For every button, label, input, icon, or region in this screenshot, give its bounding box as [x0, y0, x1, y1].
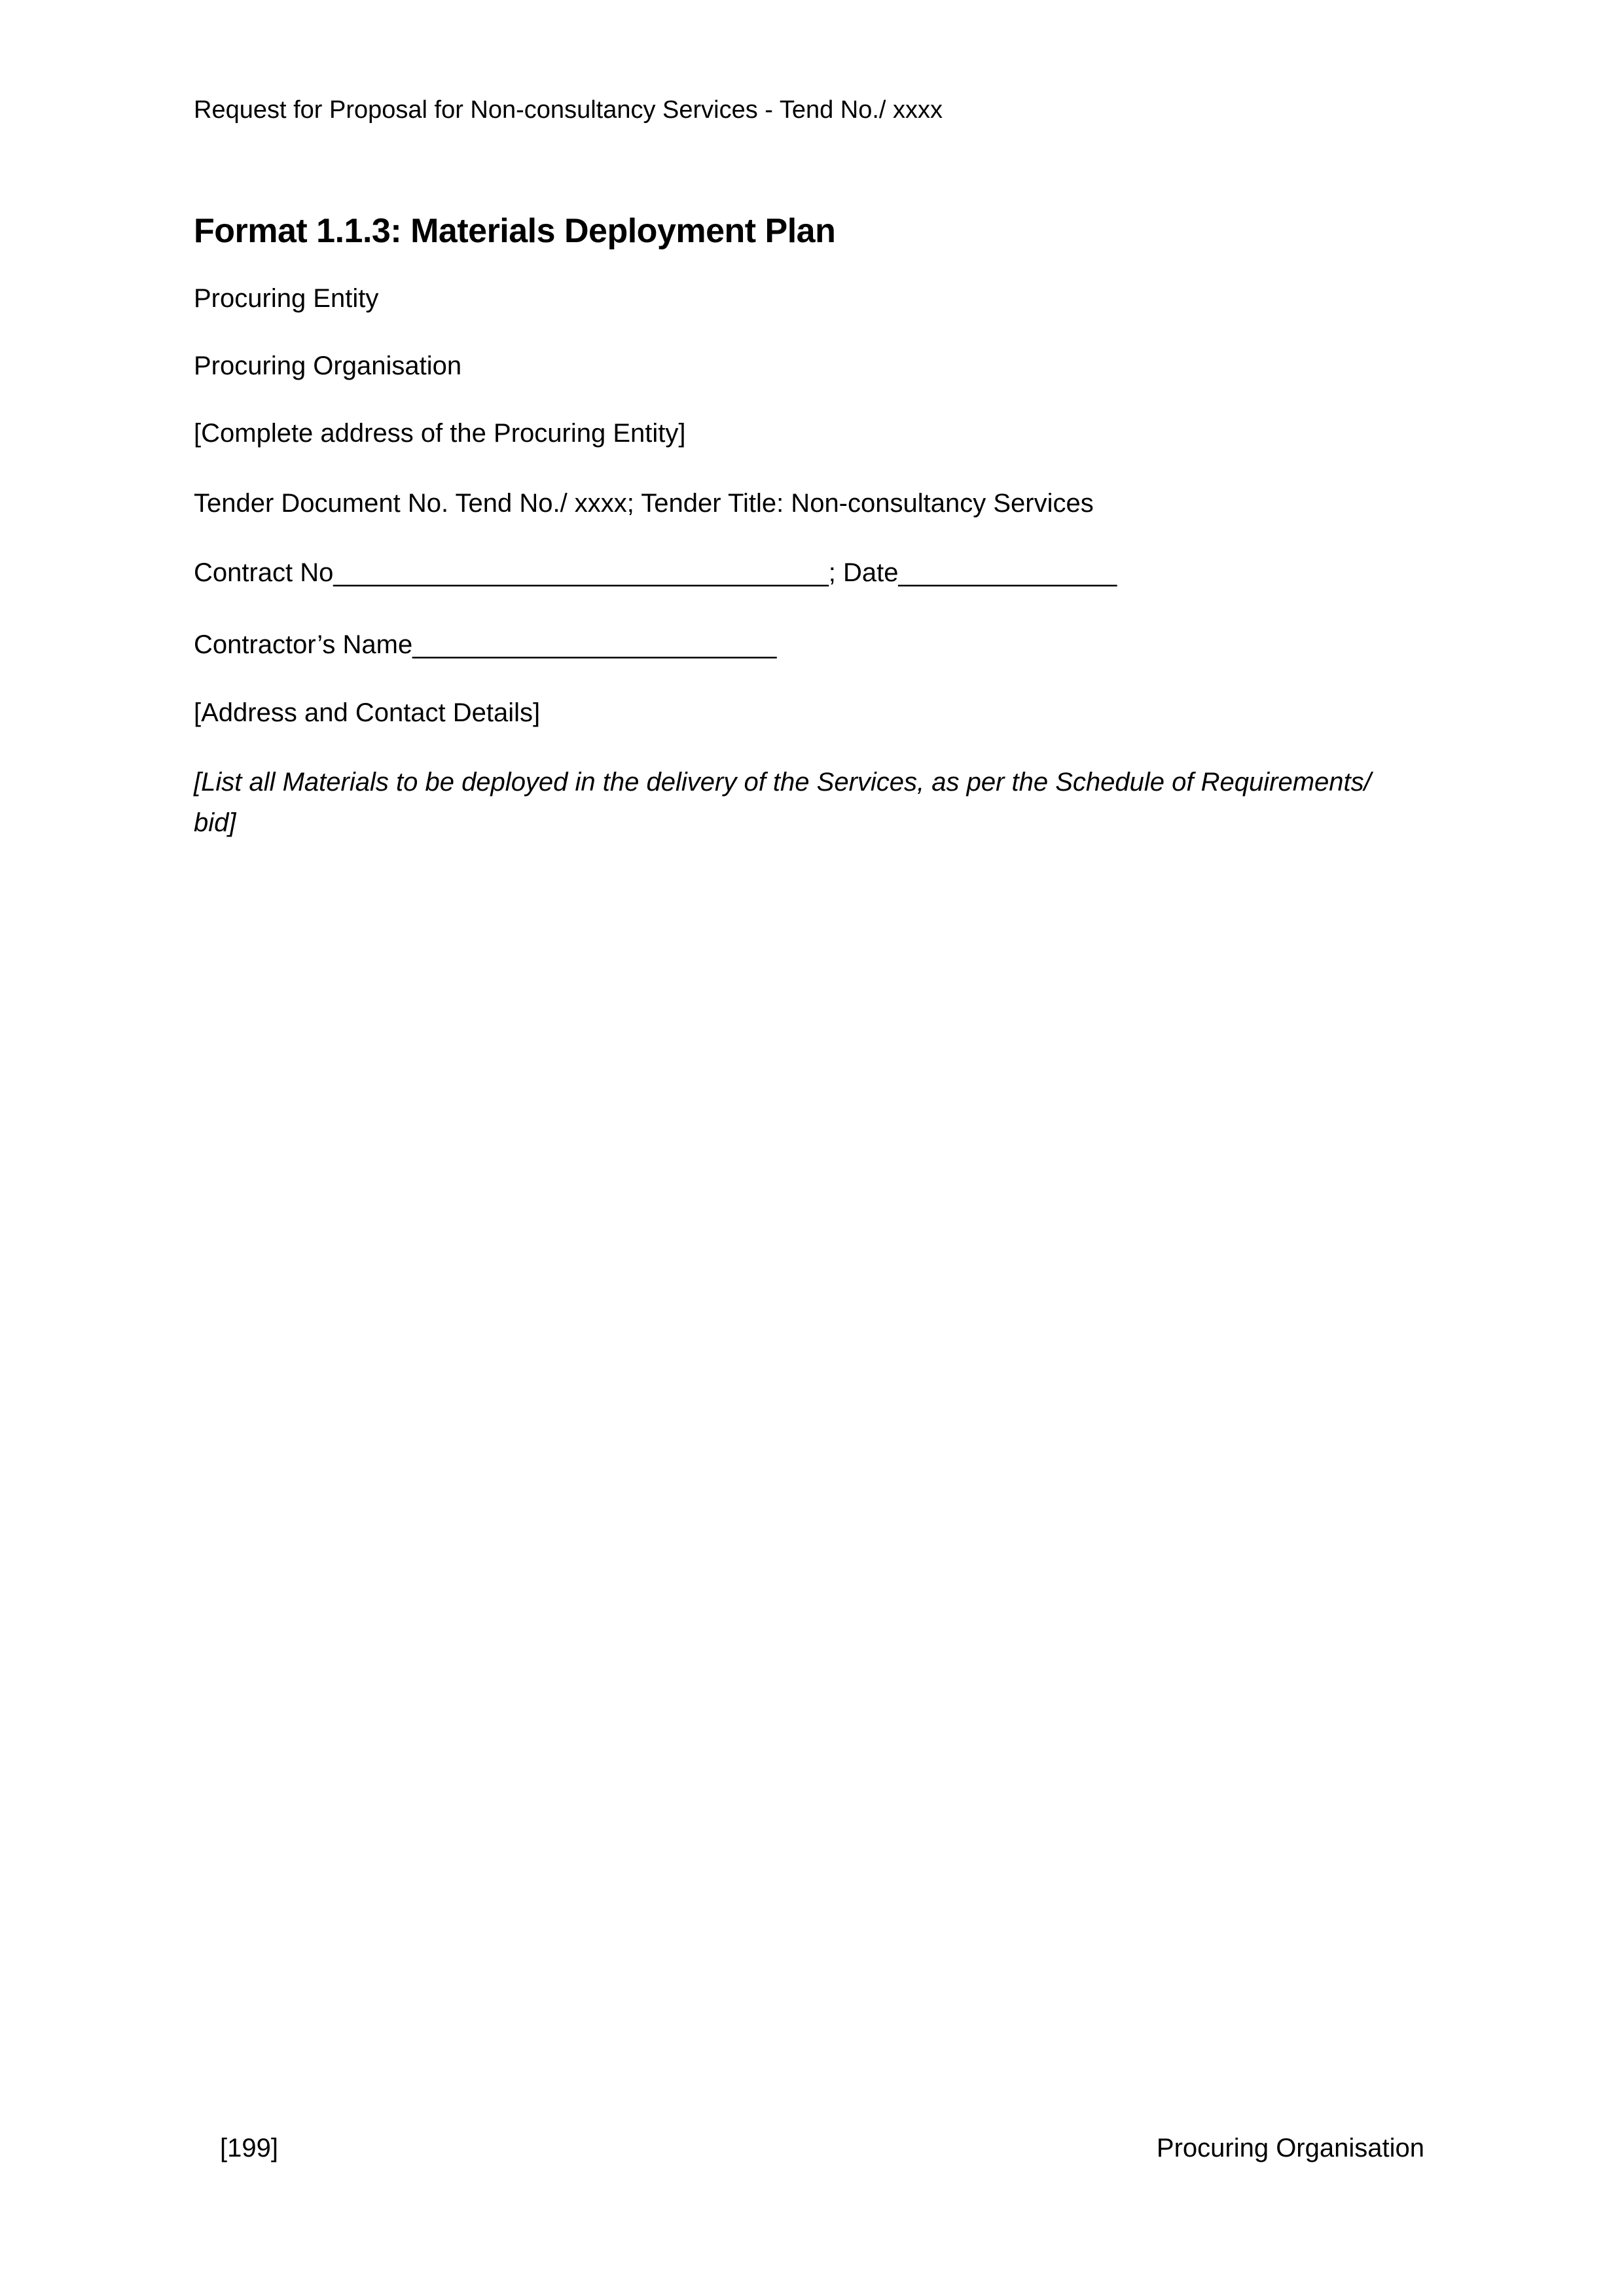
paragraph-materials-note	[194, 762, 1431, 843]
running-header: Request for Proposal for Non-consultancy Services - Tend No./ xxxx	[194, 96, 943, 124]
paragraph-procuring-organisation: Procuring Organisation	[194, 351, 462, 380]
date-blank: _______________	[898, 558, 1117, 587]
paragraph-tender-line: Tender Document No. Tend No./ xxxx; Tender Title: Non-consultancy Services	[194, 489, 1094, 518]
contractor-name-blank: _________________________	[412, 630, 777, 659]
materials-note-line1: [List all Materials to be deployed in the delivery of the Services, as per the Schedule of Requirements/	[194, 768, 1371, 797]
page-number: [199]	[220, 2134, 278, 2162]
paragraph-procuring-entity: Procuring Entity	[194, 284, 379, 313]
contractor-name-label: Contractor’s Name	[194, 630, 413, 659]
footer-organisation: Procuring Organisation	[1156, 2134, 1424, 2162]
paragraph-address-placeholder: [Complete address of the Procuring Entity]	[194, 419, 686, 448]
materials-note-line2: bid]	[194, 808, 236, 837]
paragraph-contact-placeholder: [Address and Contact Details]	[194, 698, 541, 727]
contract-no-label: Contract No	[194, 558, 334, 587]
page-footer	[194, 2132, 1424, 2164]
document-title: Format 1.1.3: Materials Deployment Plan	[194, 212, 836, 250]
paragraph-contract-line	[194, 552, 1431, 593]
contract-no-blank: __________________________________	[333, 558, 829, 587]
date-label: ; Date	[828, 558, 899, 587]
paragraph-contractor-line	[194, 624, 1431, 665]
